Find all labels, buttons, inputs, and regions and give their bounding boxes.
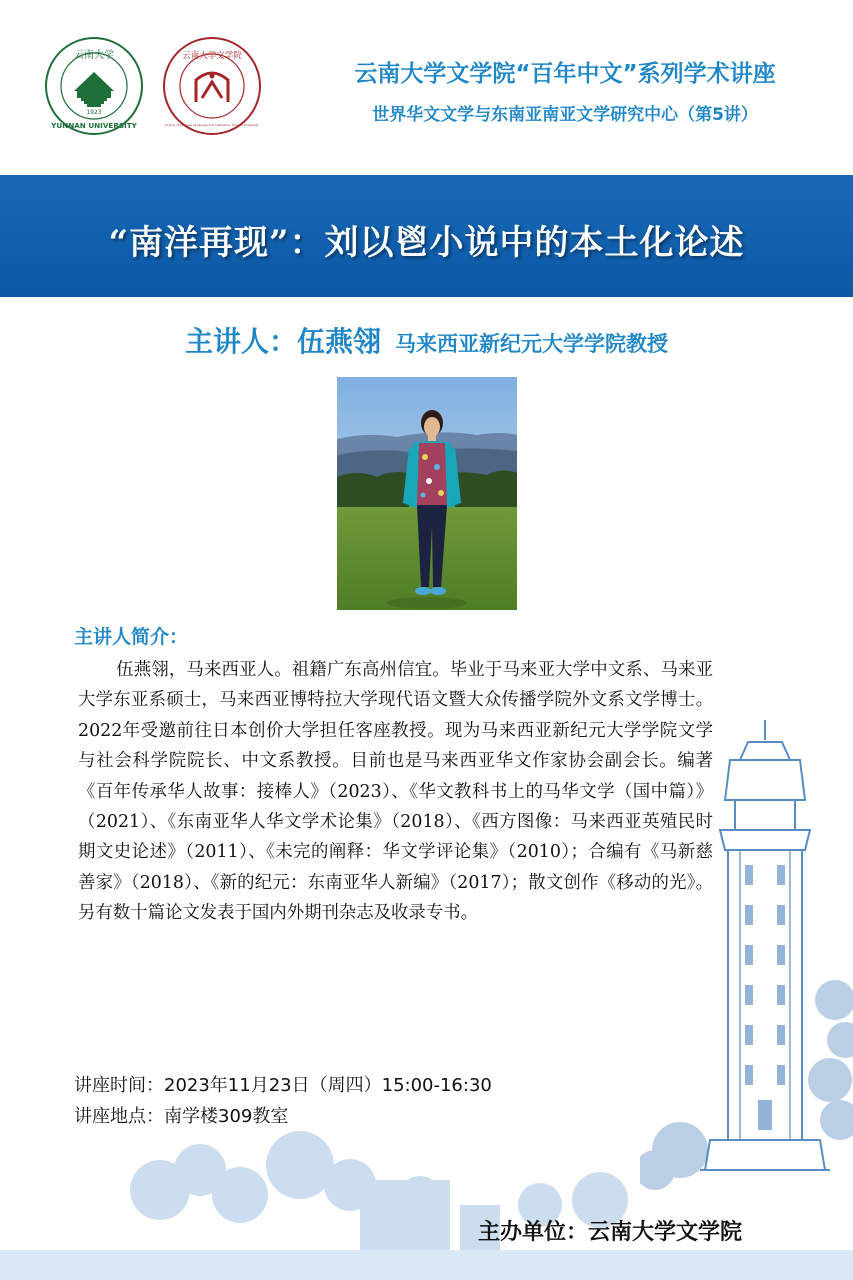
organizer: 主办单位：云南大学文学院 xyxy=(478,1220,743,1245)
campus-skyline-illustration xyxy=(0,1110,853,1280)
event-time: 讲座时间：2023年11月23日（周四）15:00-16:30 xyxy=(74,1075,492,1096)
title-banner xyxy=(0,175,853,297)
lecture-series-title: 云南大学文学院“百年中文”系列学术讲座 xyxy=(354,61,776,87)
poster-header xyxy=(0,0,853,175)
speaker-name: 主讲人：伍燕翎 xyxy=(184,325,381,358)
research-center-subtitle: 世界华文文学与东南亚南亚文学研究中心（第5讲） xyxy=(372,105,758,125)
svg-text:云南大学文学院: 云南大学文学院 xyxy=(182,51,242,61)
speaker-affiliation: 马来西亚新纪元大学学院教授 xyxy=(395,332,668,356)
speaker-bio xyxy=(78,655,713,929)
speaker-line xyxy=(0,320,853,360)
bio-text: 伍燕翎，马来西亚人。祖籍广东高州信宜。毕业于马来亚大学中文系、马来亚大学东亚系硕士，马来西亚博特拉大学现代语文暨大众传播学院外文系文学博士。2022年受邀前往日本创价大学担任客座教授。现为马来西亚新纪元大学学院文学与社会科学院院长、中文系教授。目前也是马来西亚华文作家协会副会长。编著《百年传承华人故事：接棒人》（2023）、《华文教科书上的马华文学（国中篇）》（2021）、《东南亚华人华文学术论集》（2018）、《西方图像：马来西亚英殖民时期文史论述》（2011）、《未完的阐释：华文学评论集》（2010）；合编有《马新慈善家》（2018）、《新的纪元：东南亚华人新编》（2017）；散文创作《移动的光》。另有数十篇论文发表于国内外期刊杂志及收录专书。 xyxy=(78,660,713,924)
college-logo xyxy=(162,36,262,136)
svg-text:School of Chinese Language and: School of Chinese Language and Literature, Yunnan University xyxy=(165,123,259,127)
lecture-title: “南洋再现”：刘以鬯小说中的本土化论述 xyxy=(108,223,745,263)
yunnan-university-logo xyxy=(44,36,144,136)
svg-text:1923: 1923 xyxy=(86,109,102,116)
svg-text:云南大学: 云南大学 xyxy=(74,50,114,61)
bio-heading: 主讲人简介： xyxy=(74,626,189,648)
speaker-photo xyxy=(337,377,517,610)
event-place: 讲座地点：南学楼309教室 xyxy=(74,1106,289,1127)
svg-text:YUNNAN UNIVERSITY: YUNNAN UNIVERSITY xyxy=(51,121,137,130)
